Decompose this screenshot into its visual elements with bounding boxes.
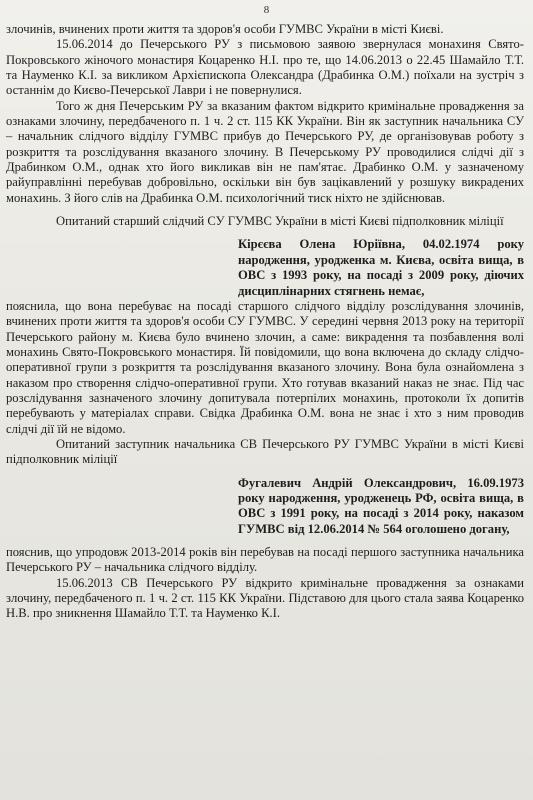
paragraph: 15.06.2014 до Печерського РУ з письмовою заявою звернулася монахиня Свято-Покровського жіночого монастиря Коцаренко Н.І. про те, що 14.06.2013 о 22.45 Шамайло Т.Т. та Науменко К.І. за викликом Архієпископа Олександра (Драбинка О.М.) поїхали на зустріч з останнім до Києво-Печерської Лаври і не повернулися. [6, 37, 524, 98]
paragraph: Опитаний старший слідчий СУ ГУМВС України в місті Києві підполковник міліції [56, 214, 504, 229]
paragraph: пояснив, що упродовж 2013-2014 років він перебував на посаді першого заступника начальника Печерського РУ – начальника слідчого відділу. [6, 545, 524, 575]
paragraph: злочинів, вчинених проти життя та здоров'я особи ГУМВС України в місті Києві. [6, 22, 444, 36]
paragraph: Опитаний заступник начальника СВ Печерського РУ ГУМВС України в місті Києві підполковник міліції [6, 436, 524, 467]
document-body [6, 22, 524, 622]
paragraph: Того ж дня Печерським РУ за вказаним фактом відкрито кримінальне провадження за ознаками злочину, передбаченого п. 1 ч. 2 ст. 115 КК України. Він як заступник начальника СУ – начальник слідчого відділу ГУМВС прибув до Печерського РУ, де організовував роботу з розкриття та розслідування вказаного злочину. В Печерському РУ проводилися слідчі дії з Драбинком О.М., однак хто його викликав він не пам'ятає. Драбинко О.М. у зазначеному райуправлінні перебував добровільно, оскільки він був зацікавлений у розшуку викрадених монахинь. З його слів на Драбинка О.М. психологічний тиск ніхто не здійснював. [6, 98, 524, 205]
page-number: 8 [263, 4, 270, 16]
person-header: Фугалевич Андрій Олександрович, 16.09.1973 року народження, уродженець РФ, освіта вища, в ОВС з 1991 року, на посаді з 2014 року, наказом ГУМВС від 12.06.2014 № 564 оголошено догану, [238, 475, 524, 536]
paragraph: 15.06.2013 СВ Печерського РУ відкрито кримінальне провадження за ознаками злочину, передбаченого п. 1 ч. 2 ст. 115 КК України. Підставою для цього стала заява Коцаренко Н.В. про зникнення Шамайло Т.Т. та Науменко К.І. [6, 575, 524, 621]
paragraph: пояснила, що вона перебуває на посаді старшого слідчого відділу розслідування злочинів, вчинених проти життя та здоров'я особи СУ ГУМВС. У середині червня 2013 року на території Печерського району м. Києва було вчинено злочин, а саме: викрадення та позбавлення волі монахинь Свято-Покровського монастиря. Їй повідомили, що вона включена до складу слідчо-оперативної групи з розкриття та розслідування вказаного злочину. Вона була ознайомлена з наказом про створення слідчо-оперативної групи. Хто готував вказаний наказ не знає. Під час розслідування зазначеного злочину допитувала потерпілих монахинь, протоколи їх допитів перебувають у матеріалах справи. Свідка Драбинка О.М. вона не знає і хто з ним проводив слідчі дії їй не відомо. [6, 298, 524, 436]
person-header: Кірєєва Олена Юріївна, 04.02.1974 року народження, уродженка м. Києва, освіта вища, в ОВС з 1993 року, на посаді з 2009 року, діючих дисциплінарних стягнень немає, [238, 237, 524, 298]
